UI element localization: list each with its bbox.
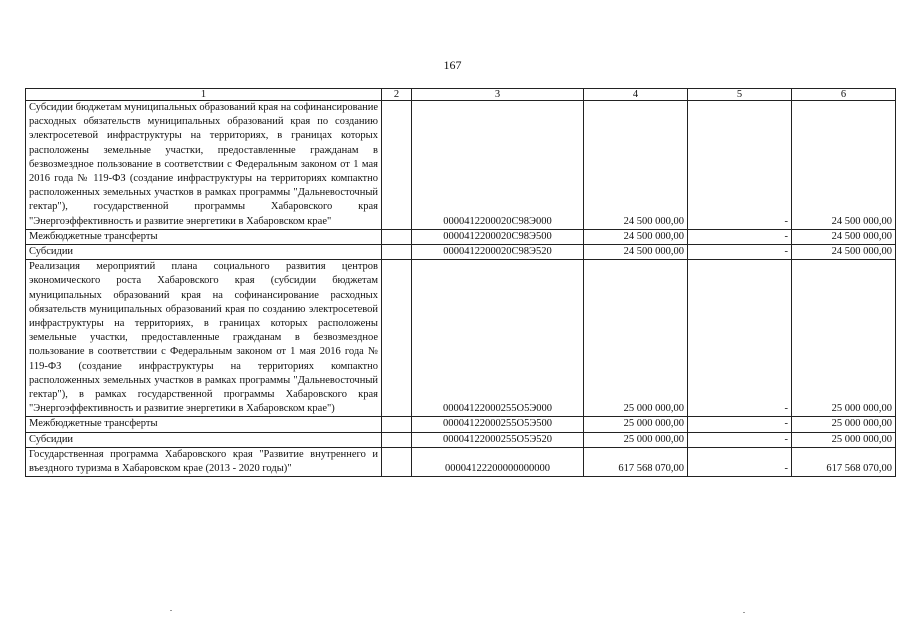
row-col5: - (688, 432, 792, 447)
table-row (26, 417, 896, 432)
row-col2 (382, 229, 412, 244)
row-total: 617 568 070,00 (792, 447, 896, 476)
row-code: 00004122000255О5Э520 (412, 432, 584, 447)
row-code: 00004122000255О5Э500 (412, 417, 584, 432)
row-amount: 25 000 000,00 (584, 417, 688, 432)
column-header: 1 (26, 89, 382, 101)
row-description: Субсидии (26, 245, 382, 260)
row-total: 25 000 000,00 (792, 417, 896, 432)
table-row (26, 432, 896, 447)
row-col5: - (688, 245, 792, 260)
row-total: 25 000 000,00 (792, 260, 896, 417)
column-header: 2 (382, 89, 412, 101)
row-description: Межбюджетные трансферты (26, 229, 382, 244)
row-col2 (382, 260, 412, 417)
row-col5: - (688, 417, 792, 432)
row-col2 (382, 245, 412, 260)
row-code: 00004122000255О5Э000 (412, 260, 584, 417)
row-col2 (382, 432, 412, 447)
row-col2 (382, 101, 412, 230)
row-amount: 25 000 000,00 (584, 432, 688, 447)
row-description: Субсидии (26, 432, 382, 447)
page-number: 167 (443, 58, 462, 72)
row-col2 (382, 447, 412, 476)
row-code: 00004122200000000000 (412, 447, 584, 476)
table-row (26, 447, 896, 476)
row-code: 0000412200020С98Э520 (412, 245, 584, 260)
column-header: 5 (688, 89, 792, 101)
row-code: 0000412200020С98Э000 (412, 101, 584, 230)
row-amount: 617 568 070,00 (584, 447, 688, 476)
row-amount: 24 500 000,00 (584, 101, 688, 230)
column-header: 4 (584, 89, 688, 101)
row-total: 24 500 000,00 (792, 101, 896, 230)
row-amount: 24 500 000,00 (584, 229, 688, 244)
row-amount: 24 500 000,00 (584, 245, 688, 260)
table-row (26, 101, 896, 230)
row-col2 (382, 417, 412, 432)
row-description: Реализация мероприятий плана социального развития центров экономического роста Хабаровского края (субсидии бюджетам муниципальных образований края на софинансирование расходных обязательств муниципальных образований края по созданию электросетевой инфраструктуры на территориях, в границах которых расположены земельные участки, предоставленные гражданам в безвозмездное пользование в соответствии с Федеральным законом от 1 мая 2016 года № 119-ФЗ (создание инфраструктуры на территориях компактно расположенных земельных участков в рамках программы "Дальневосточный гектар"), в рамках государственной программы Хабаровского края "Энергоэффективность и развитие энергетики в Хабаровском крае") (26, 260, 382, 417)
row-col5: - (688, 229, 792, 244)
table-row (26, 229, 896, 244)
row-description: Субсидии бюджетам муниципальных образований края на софинансирование расходных обязательств муниципальных образований края по созданию электросетевой инфраструктуры на территориях, в границах которых расположены земельные участки, предоставленные гражданам в безвозмездное пользование в соответствии с Федеральным законом от 1 мая 2016 года № 119-ФЗ (создание инфраструктуры на территориях компактно расположенных земельных участков в рамках программы "Дальневосточный гектар"), государственной программы Хабаровского края "Энергоэффективность и развитие энергетики в Хабаровском крае" (26, 101, 382, 230)
row-col5: - (688, 447, 792, 476)
row-description: Государственная программа Хабаровского края "Развитие внутреннего и въездного туризма в Хабаровском крае (2013 - 2020 годы)" (26, 447, 382, 476)
row-total: 24 500 000,00 (792, 229, 896, 244)
table-row (26, 245, 896, 260)
scan-speck (743, 612, 745, 613)
row-total: 25 000 000,00 (792, 432, 896, 447)
row-amount: 25 000 000,00 (584, 260, 688, 417)
row-description: Межбюджетные трансферты (26, 417, 382, 432)
column-header: 3 (412, 89, 584, 101)
row-total: 24 500 000,00 (792, 245, 896, 260)
table-header-row (26, 89, 896, 101)
table-row (26, 260, 896, 417)
column-header: 6 (792, 89, 896, 101)
row-code: 0000412200020С98Э500 (412, 229, 584, 244)
scan-speck (170, 610, 172, 611)
budget-table (25, 88, 896, 477)
row-col5: - (688, 260, 792, 417)
row-col5: - (688, 101, 792, 230)
